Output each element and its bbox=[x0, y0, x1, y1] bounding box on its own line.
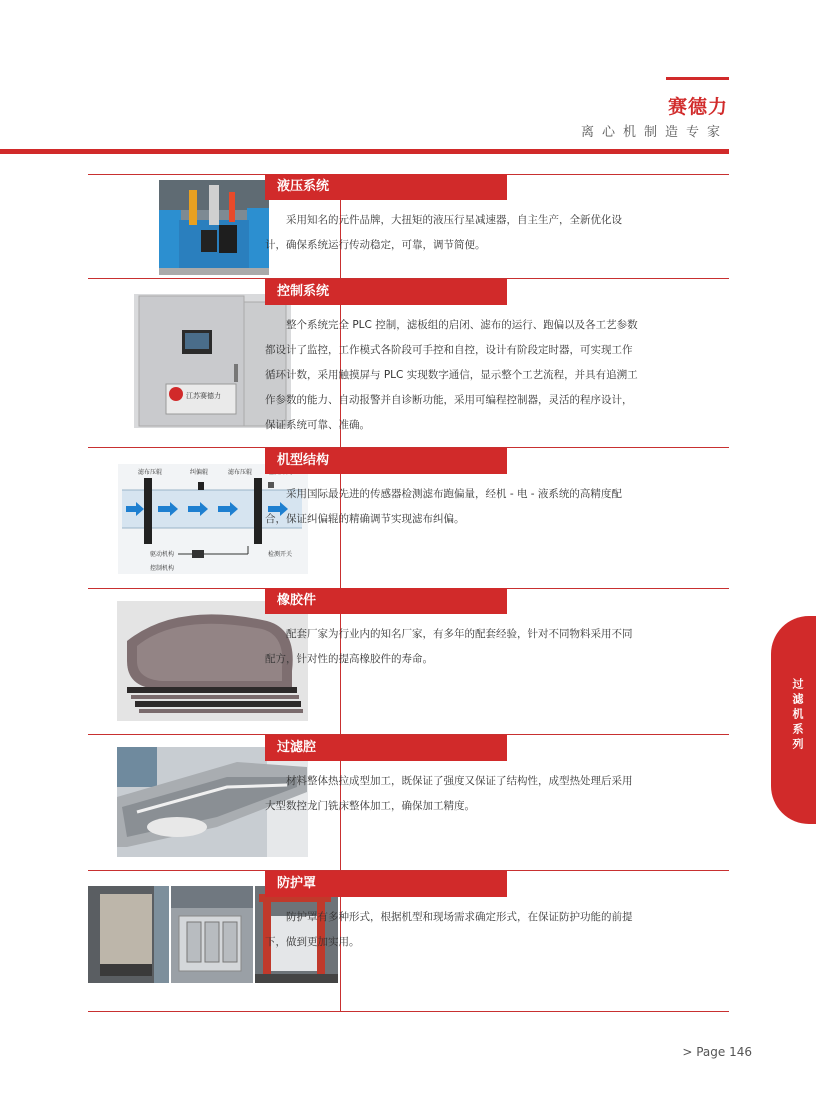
section-rubber bbox=[265, 588, 641, 672]
section-title: 机型结构 bbox=[265, 448, 507, 474]
page-number: > Page 146 bbox=[682, 1045, 752, 1059]
diagram-label: 控制机构 bbox=[150, 565, 175, 572]
header-rule bbox=[0, 149, 729, 154]
diagram-label: 纠偏辊 bbox=[190, 469, 209, 476]
section-title: 防护罩 bbox=[265, 871, 507, 897]
series-side-tab bbox=[771, 616, 816, 824]
brand-slogan: 离心机制造专家 bbox=[580, 125, 728, 140]
section-control bbox=[265, 279, 641, 438]
section-body: 防护罩有多种形式，根据机型和现场需求确定形式，在保证防护功能的前提下，做到更加实用。 bbox=[265, 911, 633, 948]
section-title: 橡胶件 bbox=[265, 588, 507, 614]
panel-logo-text: 江苏赛德力 bbox=[186, 392, 221, 400]
section-body: 材料整体热拉成型加工，既保证了强度又保证了结构性，成型热处理后采用大型数控龙门铣床整体加工，确保加工精度。 bbox=[265, 775, 633, 812]
header-accent-bar bbox=[666, 77, 729, 80]
diagram-label: 驱动机构 bbox=[150, 551, 175, 558]
brand-name: 赛德力 bbox=[667, 96, 728, 118]
section-title: 过滤腔 bbox=[265, 735, 507, 761]
diagram-label: 滤布压辊 bbox=[228, 469, 253, 476]
section-body: 采用知名的元件品牌，大扭矩的液压行星减速器，自主生产，全新优化设计，确保系统运行传动稳定，可靠，调节简便。 bbox=[265, 214, 622, 251]
hydraulic-system-photo bbox=[159, 180, 269, 275]
protective-cover-photo bbox=[171, 886, 253, 983]
series-side-tab-label: 过滤机系列 bbox=[791, 678, 804, 753]
diagram-label: 检测开关 bbox=[268, 551, 293, 558]
section-structure bbox=[265, 448, 641, 532]
section-title: 控制系统 bbox=[265, 279, 507, 305]
section-body: 配套厂家为行业内的知名厂家，有多年的配套经验，针对不同物料采用不同配方，针对性的提高橡胶件的寿命。 bbox=[265, 628, 633, 665]
section-cover bbox=[265, 871, 641, 955]
section-title: 液压系统 bbox=[265, 174, 507, 200]
row-divider bbox=[88, 1011, 729, 1012]
diagram-label: 滤布压辊 bbox=[138, 469, 163, 476]
section-body: 整个系统完全 PLC 控制，滤板组的启闭、滤布的运行、跑偏以及各工艺参数都设计了监控，工作模式各阶段可手控和自控，设计有阶段定时器，可实现工作循环计数，采用触摸屏与 PLC 实现数字通信，显示整个工艺流程，并具有追溯工作参数的能力、自动报警并自诊断功能，采用可编程控制器，灵活的程序设计，保证系统可靠、准确。 bbox=[265, 319, 638, 431]
section-filter-chamber bbox=[265, 735, 641, 819]
protective-cover-photo bbox=[88, 886, 169, 983]
section-body: 采用国际最先进的传感器检测滤布跑偏量，经机 - 电 - 液系统的高精度配合，保证纠偏辊的精确调节实现滤布纠偏。 bbox=[265, 488, 622, 525]
section-hydraulic bbox=[265, 174, 641, 258]
